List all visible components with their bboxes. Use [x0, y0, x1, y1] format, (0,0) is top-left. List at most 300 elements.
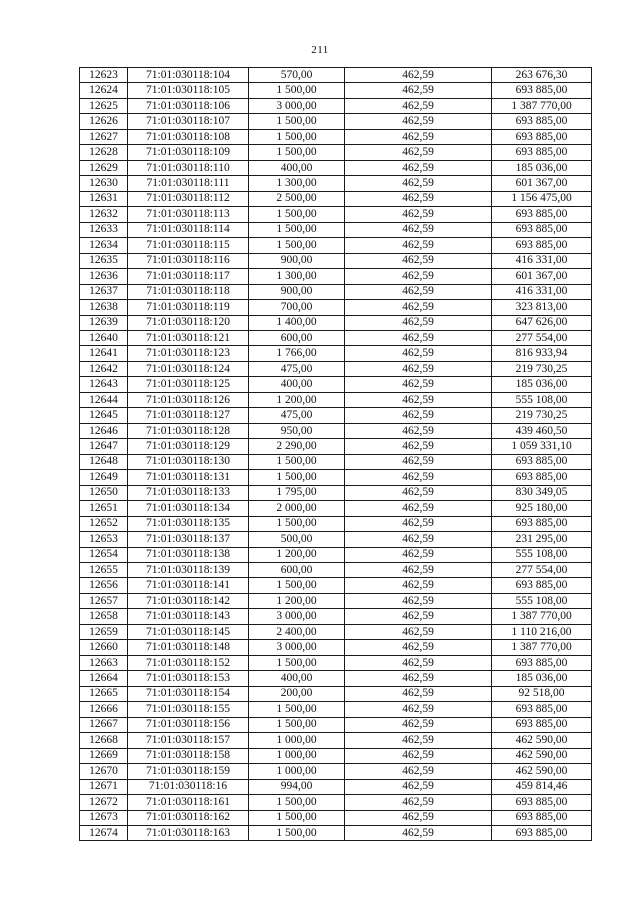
value-cell: 693 885,00: [492, 222, 592, 237]
table-row: [80, 624, 592, 639]
rate-cell: 462,59: [345, 392, 492, 407]
table-row: [80, 810, 592, 825]
cadastral-number-cell: 71:01:030118:154: [128, 686, 249, 701]
area-cell: 1 500,00: [249, 717, 345, 732]
value-cell: 1 059 331,10: [492, 439, 592, 454]
value-cell: 462 590,00: [492, 764, 592, 779]
cadastral-number-cell: 71:01:030118:155: [128, 702, 249, 717]
value-cell: 693 885,00: [492, 795, 592, 810]
table-row: [80, 748, 592, 763]
rate-cell: 462,59: [345, 300, 492, 315]
row-number-cell: 12651: [80, 501, 128, 516]
row-number-cell: 12639: [80, 315, 128, 330]
table-row: [80, 83, 592, 98]
row-number-cell: 12672: [80, 795, 128, 810]
row-number-cell: 12657: [80, 593, 128, 608]
area-cell: 1 500,00: [249, 810, 345, 825]
rate-cell: 462,59: [345, 470, 492, 485]
area-cell: 1 200,00: [249, 392, 345, 407]
cadastral-number-cell: 71:01:030118:158: [128, 748, 249, 763]
area-cell: 3 000,00: [249, 640, 345, 655]
cadastral-number-cell: 71:01:030118:107: [128, 114, 249, 129]
value-cell: 1 387 770,00: [492, 98, 592, 113]
cadastral-number-cell: 71:01:030118:128: [128, 423, 249, 438]
rate-cell: 462,59: [345, 702, 492, 717]
cadastral-number-cell: 71:01:030118:16: [128, 779, 249, 794]
area-cell: 1 200,00: [249, 593, 345, 608]
table-row: [80, 392, 592, 407]
value-cell: 693 885,00: [492, 655, 592, 670]
rate-cell: 462,59: [345, 733, 492, 748]
row-number-cell: 12668: [80, 733, 128, 748]
row-number-cell: 12665: [80, 686, 128, 701]
cadastral-number-cell: 71:01:030118:106: [128, 98, 249, 113]
area-cell: 200,00: [249, 686, 345, 701]
value-cell: 693 885,00: [492, 717, 592, 732]
area-cell: 1 500,00: [249, 238, 345, 253]
row-number-cell: 12667: [80, 717, 128, 732]
value-cell: 1 387 770,00: [492, 609, 592, 624]
area-cell: 900,00: [249, 284, 345, 299]
rate-cell: 462,59: [345, 563, 492, 578]
row-number-cell: 12649: [80, 470, 128, 485]
rate-cell: 462,59: [345, 671, 492, 686]
row-number-cell: 12666: [80, 702, 128, 717]
rate-cell: 462,59: [345, 315, 492, 330]
cadastral-number-cell: 71:01:030118:123: [128, 346, 249, 361]
row-number-cell: 12631: [80, 191, 128, 206]
rate-cell: 462,59: [345, 423, 492, 438]
table-row: [80, 284, 592, 299]
area-cell: 1 000,00: [249, 764, 345, 779]
rate-cell: 462,59: [345, 222, 492, 237]
table-row: [80, 423, 592, 438]
area-cell: 1 500,00: [249, 795, 345, 810]
area-cell: 1 766,00: [249, 346, 345, 361]
area-cell: 700,00: [249, 300, 345, 315]
value-cell: 555 108,00: [492, 547, 592, 562]
table-row: [80, 176, 592, 191]
value-cell: 601 367,00: [492, 176, 592, 191]
row-number-cell: 12656: [80, 578, 128, 593]
row-number-cell: 12674: [80, 825, 128, 840]
rate-cell: 462,59: [345, 377, 492, 392]
value-cell: 693 885,00: [492, 83, 592, 98]
rate-cell: 462,59: [345, 269, 492, 284]
table-body: [80, 68, 592, 841]
area-cell: 600,00: [249, 563, 345, 578]
value-cell: 231 295,00: [492, 532, 592, 547]
cadastral-number-cell: 71:01:030118:113: [128, 207, 249, 222]
area-cell: 1 500,00: [249, 578, 345, 593]
row-number-cell: 12653: [80, 532, 128, 547]
row-number-cell: 12625: [80, 98, 128, 113]
rate-cell: 462,59: [345, 593, 492, 608]
cadastral-number-cell: 71:01:030118:111: [128, 176, 249, 191]
value-cell: 323 813,00: [492, 300, 592, 315]
row-number-cell: 12644: [80, 392, 128, 407]
value-cell: 693 885,00: [492, 825, 592, 840]
area-cell: 1 200,00: [249, 547, 345, 562]
cadastral-number-cell: 71:01:030118:109: [128, 145, 249, 160]
area-cell: 1 500,00: [249, 825, 345, 840]
table-row: [80, 501, 592, 516]
rate-cell: 462,59: [345, 795, 492, 810]
cadastral-number-cell: 71:01:030118:139: [128, 563, 249, 578]
cadastral-number-cell: 71:01:030118:141: [128, 578, 249, 593]
value-cell: 693 885,00: [492, 454, 592, 469]
row-number-cell: 12626: [80, 114, 128, 129]
rate-cell: 462,59: [345, 346, 492, 361]
value-cell: 416 331,00: [492, 284, 592, 299]
row-number-cell: 12663: [80, 655, 128, 670]
area-cell: 600,00: [249, 330, 345, 345]
cadastral-number-cell: 71:01:030118:125: [128, 377, 249, 392]
table-row: [80, 795, 592, 810]
cadastral-number-cell: 71:01:030118:153: [128, 671, 249, 686]
area-cell: 400,00: [249, 377, 345, 392]
row-number-cell: 12640: [80, 330, 128, 345]
rate-cell: 462,59: [345, 68, 492, 83]
value-cell: 693 885,00: [492, 578, 592, 593]
row-number-cell: 12641: [80, 346, 128, 361]
area-cell: 1 795,00: [249, 485, 345, 500]
rate-cell: 462,59: [345, 191, 492, 206]
cadastral-number-cell: 71:01:030118:148: [128, 640, 249, 655]
row-number-cell: 12636: [80, 269, 128, 284]
cadastral-number-cell: 71:01:030118:130: [128, 454, 249, 469]
table-row: [80, 609, 592, 624]
rate-cell: 462,59: [345, 516, 492, 531]
cadastral-number-cell: 71:01:030118:157: [128, 733, 249, 748]
value-cell: 219 730,25: [492, 361, 592, 376]
area-cell: 1 000,00: [249, 748, 345, 763]
table-row: [80, 640, 592, 655]
table-row: [80, 825, 592, 840]
area-cell: 994,00: [249, 779, 345, 794]
table-row: [80, 300, 592, 315]
rate-cell: 462,59: [345, 485, 492, 500]
value-cell: 693 885,00: [492, 702, 592, 717]
table-row: [80, 578, 592, 593]
value-cell: 185 036,00: [492, 160, 592, 175]
area-cell: 400,00: [249, 671, 345, 686]
row-number-cell: 12632: [80, 207, 128, 222]
area-cell: 1 500,00: [249, 470, 345, 485]
area-cell: 2 400,00: [249, 624, 345, 639]
table-row: [80, 532, 592, 547]
rate-cell: 462,59: [345, 114, 492, 129]
table-row: [80, 346, 592, 361]
row-number-cell: 12647: [80, 439, 128, 454]
value-cell: 462 590,00: [492, 748, 592, 763]
area-cell: 1 500,00: [249, 516, 345, 531]
value-cell: 816 933,94: [492, 346, 592, 361]
table-row: [80, 563, 592, 578]
value-cell: 459 814,46: [492, 779, 592, 794]
row-number-cell: 12633: [80, 222, 128, 237]
cadastral-number-cell: 71:01:030118:104: [128, 68, 249, 83]
cadastral-number-cell: 71:01:030118:134: [128, 501, 249, 516]
rate-cell: 462,59: [345, 717, 492, 732]
value-cell: 925 180,00: [492, 501, 592, 516]
table-row: [80, 253, 592, 268]
cadastral-number-cell: 71:01:030118:118: [128, 284, 249, 299]
cadastral-number-cell: 71:01:030118:129: [128, 439, 249, 454]
value-cell: 693 885,00: [492, 207, 592, 222]
value-cell: 1 387 770,00: [492, 640, 592, 655]
rate-cell: 462,59: [345, 764, 492, 779]
page-number: 211: [311, 44, 329, 56]
area-cell: 2 000,00: [249, 501, 345, 516]
rate-cell: 462,59: [345, 547, 492, 562]
table-row: [80, 733, 592, 748]
table-row: [80, 361, 592, 376]
data-table-container: [79, 67, 591, 841]
row-number-cell: 12634: [80, 238, 128, 253]
table-row: [80, 114, 592, 129]
cadastral-number-cell: 71:01:030118:126: [128, 392, 249, 407]
cadastral-number-cell: 71:01:030118:110: [128, 160, 249, 175]
row-number-cell: 12638: [80, 300, 128, 315]
row-number-cell: 12654: [80, 547, 128, 562]
table-row: [80, 671, 592, 686]
table-row: [80, 408, 592, 423]
cadastral-number-cell: 71:01:030118:161: [128, 795, 249, 810]
area-cell: 1 300,00: [249, 176, 345, 191]
row-number-cell: 12664: [80, 671, 128, 686]
rate-cell: 462,59: [345, 454, 492, 469]
area-cell: 1 500,00: [249, 145, 345, 160]
rate-cell: 462,59: [345, 748, 492, 763]
area-cell: 900,00: [249, 253, 345, 268]
table-row: [80, 68, 592, 83]
cadastral-number-cell: 71:01:030118:119: [128, 300, 249, 315]
table-row: [80, 129, 592, 144]
value-cell: 277 554,00: [492, 330, 592, 345]
area-cell: 3 000,00: [249, 609, 345, 624]
area-cell: 1 500,00: [249, 114, 345, 129]
row-number-cell: 12635: [80, 253, 128, 268]
row-number-cell: 12648: [80, 454, 128, 469]
rate-cell: 462,59: [345, 98, 492, 113]
area-cell: 1 500,00: [249, 83, 345, 98]
value-cell: 693 885,00: [492, 114, 592, 129]
rate-cell: 462,59: [345, 825, 492, 840]
rate-cell: 462,59: [345, 640, 492, 655]
area-cell: 475,00: [249, 408, 345, 423]
row-number-cell: 12628: [80, 145, 128, 160]
value-cell: 1 156 475,00: [492, 191, 592, 206]
rate-cell: 462,59: [345, 176, 492, 191]
table-row: [80, 269, 592, 284]
table-row: [80, 207, 592, 222]
cadastral-number-cell: 71:01:030118:127: [128, 408, 249, 423]
value-cell: 693 885,00: [492, 516, 592, 531]
rate-cell: 462,59: [345, 810, 492, 825]
rate-cell: 462,59: [345, 129, 492, 144]
rate-cell: 462,59: [345, 532, 492, 547]
area-cell: 1 000,00: [249, 733, 345, 748]
rate-cell: 462,59: [345, 238, 492, 253]
rate-cell: 462,59: [345, 779, 492, 794]
cadastral-number-cell: 71:01:030118:145: [128, 624, 249, 639]
rate-cell: 462,59: [345, 578, 492, 593]
area-cell: 2 500,00: [249, 191, 345, 206]
rate-cell: 462,59: [345, 83, 492, 98]
table-row: [80, 160, 592, 175]
row-number-cell: 12669: [80, 748, 128, 763]
row-number-cell: 12624: [80, 83, 128, 98]
row-number-cell: 12627: [80, 129, 128, 144]
value-cell: 263 676,30: [492, 68, 592, 83]
rate-cell: 462,59: [345, 408, 492, 423]
area-cell: 1 500,00: [249, 207, 345, 222]
rate-cell: 462,59: [345, 253, 492, 268]
table-row: [80, 377, 592, 392]
cadastral-number-cell: 71:01:030118:115: [128, 238, 249, 253]
table-row: [80, 454, 592, 469]
rate-cell: 462,59: [345, 609, 492, 624]
area-cell: 1 500,00: [249, 702, 345, 717]
cadastral-number-cell: 71:01:030118:156: [128, 717, 249, 732]
cadastral-number-cell: 71:01:030118:133: [128, 485, 249, 500]
value-cell: 693 885,00: [492, 810, 592, 825]
table-row: [80, 655, 592, 670]
table-row: [80, 547, 592, 562]
cadastral-number-cell: 71:01:030118:121: [128, 330, 249, 345]
table-row: [80, 485, 592, 500]
cadastral-number-cell: 71:01:030118:105: [128, 83, 249, 98]
value-cell: 439 460,50: [492, 423, 592, 438]
area-cell: 1 500,00: [249, 454, 345, 469]
table-row: [80, 330, 592, 345]
cadastral-number-cell: 71:01:030118:108: [128, 129, 249, 144]
value-cell: 693 885,00: [492, 129, 592, 144]
row-number-cell: 12670: [80, 764, 128, 779]
cadastral-number-cell: 71:01:030118:138: [128, 547, 249, 562]
cadastral-number-cell: 71:01:030118:124: [128, 361, 249, 376]
rate-cell: 462,59: [345, 439, 492, 454]
row-number-cell: 12637: [80, 284, 128, 299]
cadastral-number-cell: 71:01:030118:135: [128, 516, 249, 531]
area-cell: 475,00: [249, 361, 345, 376]
value-cell: 185 036,00: [492, 377, 592, 392]
rate-cell: 462,59: [345, 145, 492, 160]
cadastral-number-cell: 71:01:030118:117: [128, 269, 249, 284]
rate-cell: 462,59: [345, 284, 492, 299]
cadastral-number-cell: 71:01:030118:152: [128, 655, 249, 670]
table-row: [80, 516, 592, 531]
area-cell: 570,00: [249, 68, 345, 83]
rate-cell: 462,59: [345, 624, 492, 639]
area-cell: 1 300,00: [249, 269, 345, 284]
table-row: [80, 191, 592, 206]
cadastral-number-cell: 71:01:030118:143: [128, 609, 249, 624]
area-cell: 500,00: [249, 532, 345, 547]
table-row: [80, 439, 592, 454]
rate-cell: 462,59: [345, 361, 492, 376]
table-row: [80, 686, 592, 701]
row-number-cell: 12623: [80, 68, 128, 83]
value-cell: 693 885,00: [492, 238, 592, 253]
rate-cell: 462,59: [345, 207, 492, 222]
value-cell: 555 108,00: [492, 392, 592, 407]
area-cell: 2 290,00: [249, 439, 345, 454]
cadastral-number-cell: 71:01:030118:162: [128, 810, 249, 825]
row-number-cell: 12652: [80, 516, 128, 531]
value-cell: 219 730,25: [492, 408, 592, 423]
area-cell: 1 500,00: [249, 655, 345, 670]
row-number-cell: 12629: [80, 160, 128, 175]
data-table: [79, 67, 592, 841]
value-cell: 277 554,00: [492, 563, 592, 578]
table-row: [80, 764, 592, 779]
value-cell: 830 349,05: [492, 485, 592, 500]
table-row: [80, 238, 592, 253]
cadastral-number-cell: 71:01:030118:137: [128, 532, 249, 547]
cadastral-number-cell: 71:01:030118:159: [128, 764, 249, 779]
row-number-cell: 12659: [80, 624, 128, 639]
value-cell: 462 590,00: [492, 733, 592, 748]
rate-cell: 462,59: [345, 655, 492, 670]
table-row: [80, 315, 592, 330]
row-number-cell: 12645: [80, 408, 128, 423]
row-number-cell: 12671: [80, 779, 128, 794]
value-cell: 185 036,00: [492, 671, 592, 686]
area-cell: 950,00: [249, 423, 345, 438]
cadastral-number-cell: 71:01:030118:142: [128, 593, 249, 608]
area-cell: 400,00: [249, 160, 345, 175]
row-number-cell: 12646: [80, 423, 128, 438]
area-cell: 1 500,00: [249, 222, 345, 237]
cadastral-number-cell: 71:01:030118:131: [128, 470, 249, 485]
value-cell: 1 110 216,00: [492, 624, 592, 639]
cadastral-number-cell: 71:01:030118:120: [128, 315, 249, 330]
rate-cell: 462,59: [345, 160, 492, 175]
area-cell: 3 000,00: [249, 98, 345, 113]
table-row: [80, 145, 592, 160]
table-row: [80, 98, 592, 113]
row-number-cell: 12642: [80, 361, 128, 376]
rate-cell: 462,59: [345, 501, 492, 516]
value-cell: 601 367,00: [492, 269, 592, 284]
table-row: [80, 717, 592, 732]
row-number-cell: 12643: [80, 377, 128, 392]
value-cell: 416 331,00: [492, 253, 592, 268]
table-row: [80, 702, 592, 717]
table-row: [80, 779, 592, 794]
table-row: [80, 593, 592, 608]
area-cell: 1 400,00: [249, 315, 345, 330]
row-number-cell: 12658: [80, 609, 128, 624]
value-cell: 693 885,00: [492, 145, 592, 160]
row-number-cell: 12650: [80, 485, 128, 500]
table-row: [80, 470, 592, 485]
cadastral-number-cell: 71:01:030118:163: [128, 825, 249, 840]
value-cell: 92 518,00: [492, 686, 592, 701]
row-number-cell: 12673: [80, 810, 128, 825]
rate-cell: 462,59: [345, 686, 492, 701]
cadastral-number-cell: 71:01:030118:116: [128, 253, 249, 268]
area-cell: 1 500,00: [249, 129, 345, 144]
row-number-cell: 12630: [80, 176, 128, 191]
rate-cell: 462,59: [345, 330, 492, 345]
value-cell: 647 626,00: [492, 315, 592, 330]
row-number-cell: 12655: [80, 563, 128, 578]
value-cell: 693 885,00: [492, 470, 592, 485]
table-row: [80, 222, 592, 237]
